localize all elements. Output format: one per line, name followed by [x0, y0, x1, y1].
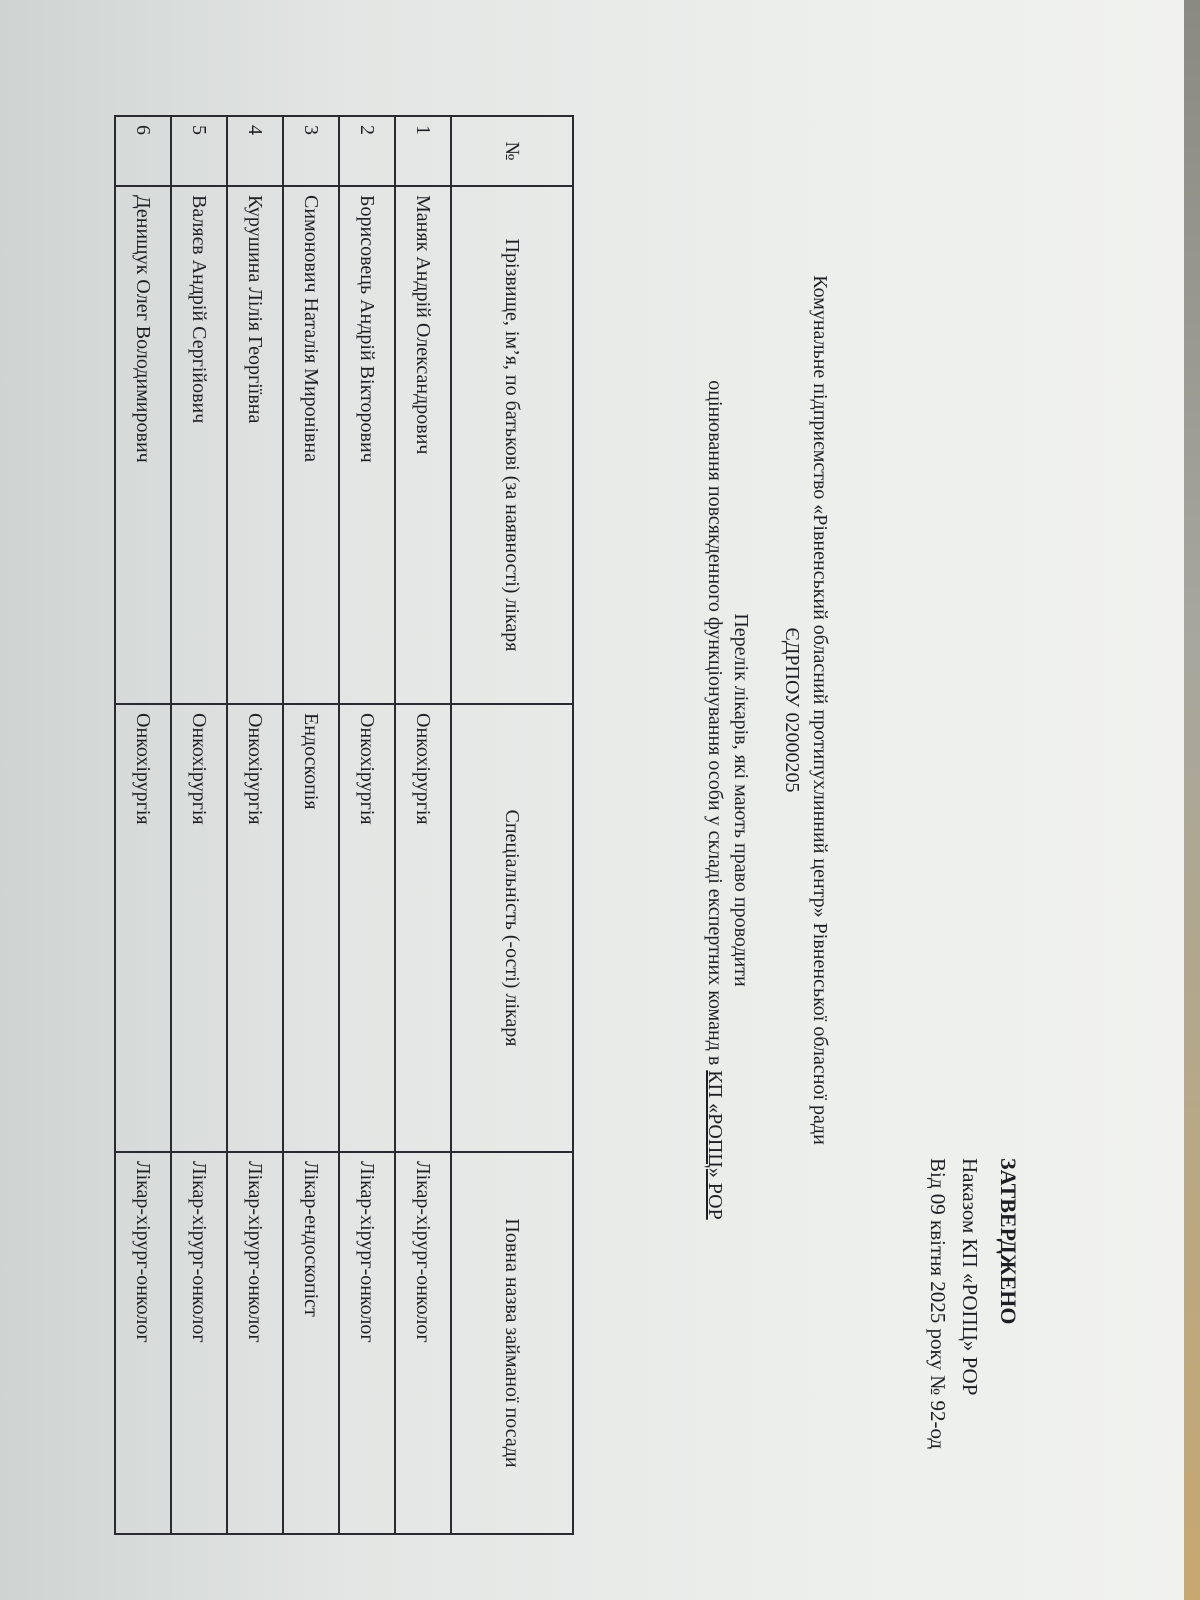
- table-row: [115, 116, 171, 1534]
- header-position: Повна назва займаної посади: [451, 1152, 573, 1534]
- approval-heading: ЗАТВЕРДЖЕНО: [996, 1158, 1021, 1325]
- row-name: Курушина Лілія Георгіївна: [227, 186, 283, 704]
- row-name: Борисовець Андрій Вікторович: [339, 186, 395, 704]
- document-title: [702, 200, 754, 1400]
- organization-name: Комунальне підприємство «Рівненський обласний протипухлинний центр» Рівненської обласної ради: [809, 275, 831, 1145]
- header-specialty: Спеціальність (-ості) лікаря: [451, 704, 573, 1152]
- row-name: Валяєв Андрій Сергійович: [171, 186, 227, 704]
- row-num: 3: [283, 116, 339, 186]
- approval-date: Від 09 квітня 2025 року № 92-од: [926, 1158, 950, 1450]
- paper-edge: [1184, 0, 1200, 1600]
- title-line-2: [702, 200, 728, 1400]
- table-row: [283, 116, 339, 1534]
- row-position: Лікар-хірург-онколог: [227, 1152, 283, 1534]
- organization-block: [778, 210, 834, 1210]
- row-num: 5: [171, 116, 227, 186]
- header-num: №: [451, 116, 573, 186]
- row-num: 6: [115, 116, 171, 186]
- table-header-row: [451, 116, 573, 1534]
- row-name: Маняк Андрій Олександрович: [395, 186, 451, 704]
- row-position: Лікар-хірург-онколог: [115, 1152, 171, 1534]
- row-position: Лікар-ендоскопіст: [283, 1152, 339, 1534]
- table-row: [339, 116, 395, 1534]
- row-name: Симонович Наталія Миронівна: [283, 186, 339, 704]
- row-specialty: Онкохірургія: [395, 704, 451, 1152]
- row-position: Лікар-хірург-онколог: [171, 1152, 227, 1534]
- row-specialty: Онкохірургія: [115, 704, 171, 1152]
- row-num: 1: [395, 116, 451, 186]
- table-row: [227, 116, 283, 1534]
- table-row: [395, 116, 451, 1534]
- table-row: [171, 116, 227, 1534]
- organization-code: ЄДРПОУ 02000205: [781, 627, 803, 793]
- title-line-2-text: оцінювання повсякденного функціонування особи у складі експертних команд в: [704, 380, 726, 1071]
- row-specialty: Онкохірургія: [339, 704, 395, 1152]
- row-specialty: Ендоскопія: [283, 704, 339, 1152]
- title-line-2-underlined: КП «РОПЦ» РОР: [704, 1070, 726, 1220]
- row-num: 2: [339, 116, 395, 186]
- header-name: Прізвище, ім’я, по батькові (за наявності) лікаря: [451, 186, 573, 704]
- row-position: Лікар-хірург-онколог: [395, 1152, 451, 1534]
- approval-order: Наказом КП «РОПЦ» РОР: [958, 1158, 982, 1396]
- row-name: Денищук Олег Володимирович: [115, 186, 171, 704]
- row-position: Лікар-хірург-онколог: [339, 1152, 395, 1534]
- title-line-1: Перелік лікарів, які мають право проводити: [730, 613, 752, 987]
- row-num: 4: [227, 116, 283, 186]
- row-specialty: Онкохірургія: [227, 704, 283, 1152]
- doctors-table: [114, 115, 574, 1535]
- approval-block: [922, 1158, 1024, 1578]
- row-specialty: Онкохірургія: [171, 704, 227, 1152]
